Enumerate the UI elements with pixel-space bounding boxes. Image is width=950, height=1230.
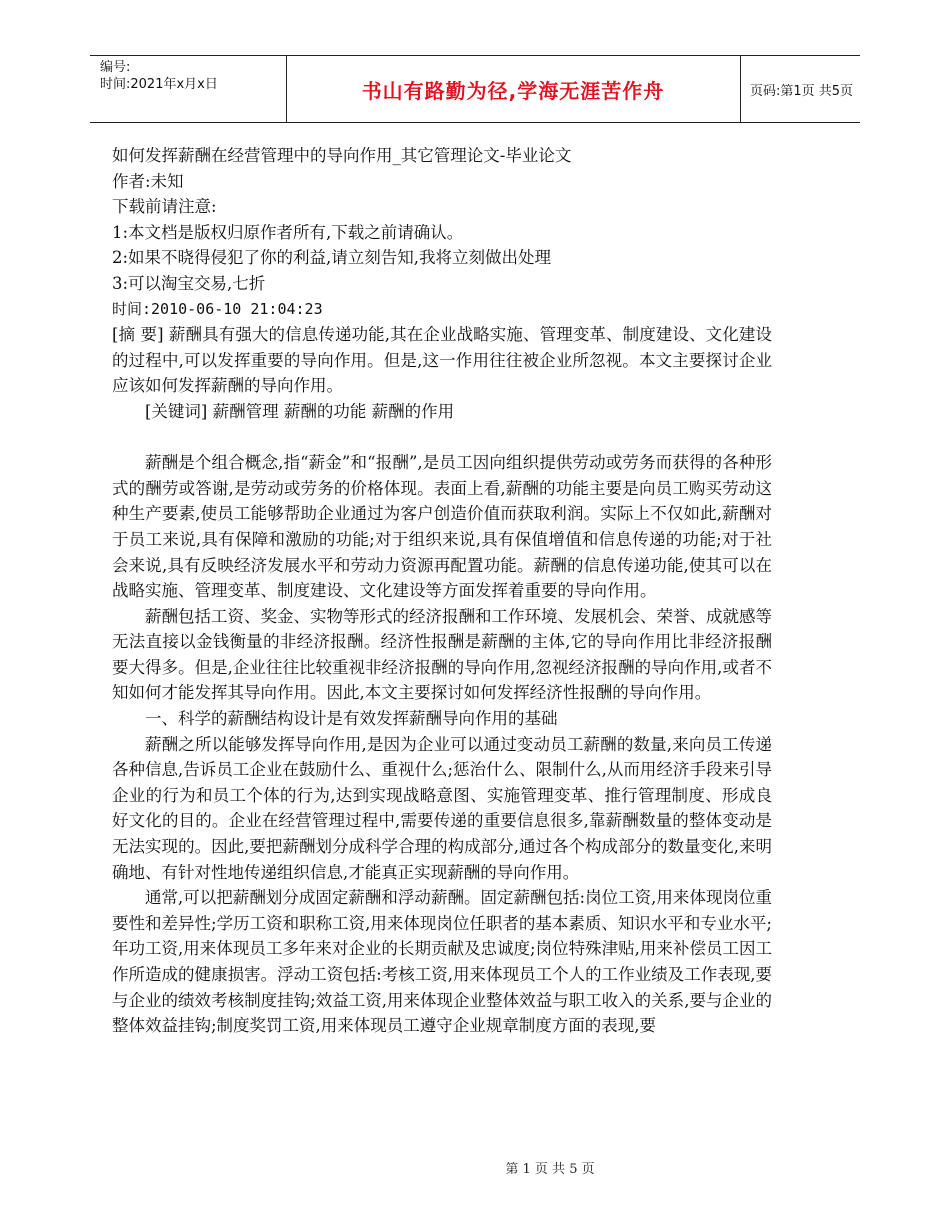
document-time-label: 时间:2021年x月x日: [100, 77, 218, 92]
page-header: [90, 55, 860, 123]
section-heading-1: 一、科学的薪酬结构设计是有效发挥薪酬导向作用的基础: [145, 709, 558, 729]
blank-line: [112, 425, 772, 451]
notice-title: 下载前请注意:: [112, 197, 217, 217]
footer-page-number: 第 1 页 共 5 页: [505, 1162, 595, 1177]
document-number-label: 编号:: [100, 60, 131, 75]
header-left-cell: [90, 56, 287, 122]
header-motto-cell: [286, 56, 741, 122]
notice-item-2: 2:如果不晓得侵犯了你的利益,请立刻告知,我将立刻做出处理: [112, 248, 552, 268]
body-paragraph-4: 通常,可以把薪酬划分成固定薪酬和浮动薪酬。固定薪酬包括:岗位工资,用来体现岗位重要性和差异性;学历工资和职称工资,用来体现岗位任职者的基本素质、知识水平和专业水平;年功工资,用来体现员工多年来对企业的长期贡献及忠诚度;岗位特殊津贴,用来补偿员工因工作所造成的健康损害。浮动工资包括:考核工资,用来体现员工个人的工作业绩及工作表现,要与企业的绩效考核制度挂钩;效益工资,用来体现企业整体效益与职工收入的关系,要与企业的整体效益挂钩;制度奖罚工资,用来体现员工遵守企业规章制度方面的表现,要: [112, 888, 772, 1036]
abstract-paragraph: [摘 要] 薪酬具有强大的信息传递功能,其在企业战略实施、管理变革、制度建设、文化建设的过程中,可以发挥重要的导向作用。但是,这一作用往往被企业所忽视。本文主要探讨企业应该如何发挥薪酬的导向作用。: [112, 325, 772, 396]
body-paragraph-2: 薪酬包括工资、奖金、实物等形式的经济报酬和工作环境、发展机会、荣誉、成就感等无法直接以金钱衡量的非经济报酬。经济性报酬是薪酬的主体,它的导向作用比非经济报酬要大得多。但是,企业往往比较重视非经济报酬的导向作用,忽视经济报酬的导向作用,或者不知如何才能发挥其导向作用。因此,本文主要探讨如何发挥经济性报酬的导向作用。: [112, 606, 772, 703]
body-paragraph-3: 薪酬之所以能够发挥导向作用,是因为企业可以通过变动员工薪酬的数量,来向员工传递各种信息,告诉员工企业在鼓励什么、重视什么;惩治什么、限制什么,从而用经济手段来引导企业的行为和员工个体的行为,达到实现战略意图、实施管理变革、推行管理制度、形成良好文化的目的。企业在经营管理过程中,需要传递的重要信息很多,靠薪酬数量的整体变动是无法实现的。因此,要把薪酬划分成科学合理的构成部分,通过各个构成部分的数量变化,来明确地、有针对性地传递组织信息,才能真正实现薪酬的导向作用。: [112, 734, 772, 882]
notice-item-3: 3:可以淘宝交易,七折: [112, 273, 266, 293]
document-time: 时间:2010-06-10 21:04:23: [112, 299, 323, 318]
document-body: [112, 143, 772, 1039]
page-footer: [0, 1158, 950, 1177]
keywords-line: [关键词] 薪酬管理 薪酬的功能 薪酬的作用: [145, 401, 455, 421]
body-paragraph-1: 薪酬是个组合概念,指“薪金”和“报酬”,是员工因向组织提供劳动或劳务而获得的各种形式的酬劳或答谢,是劳动或劳务的价格体现。表面上看,薪酬的功能主要是向员工购买劳动这种生产要素,使员工能够帮助企业通过为客户创造价值而获取利润。实际上不仅如此,薪酬对于员工来说,具有保障和激励的功能;对于组织来说,具有保值增值和信息传递的功能;对于社会来说,具有反映经济发展水平和劳动力资源再配置功能。薪酬的信息传递功能,使其可以在战略实施、管理变革、制度建设、文化建设等方面发挥着重要的导向作用。: [112, 453, 772, 601]
header-page-info: 页码:第1页 共5页: [750, 83, 854, 99]
header-right-cell: [740, 56, 860, 122]
header-motto: 书山有路勤为径,学海无涯苦作舟: [361, 78, 665, 103]
notice-item-1: 1:本文档是版权归原作者所有,下载之前请确认。: [112, 222, 464, 242]
document-author: 作者:未知: [112, 171, 184, 191]
document-title: 如何发挥薪酬在经营管理中的导向作用_其它管理论文-毕业论文: [112, 146, 572, 165]
